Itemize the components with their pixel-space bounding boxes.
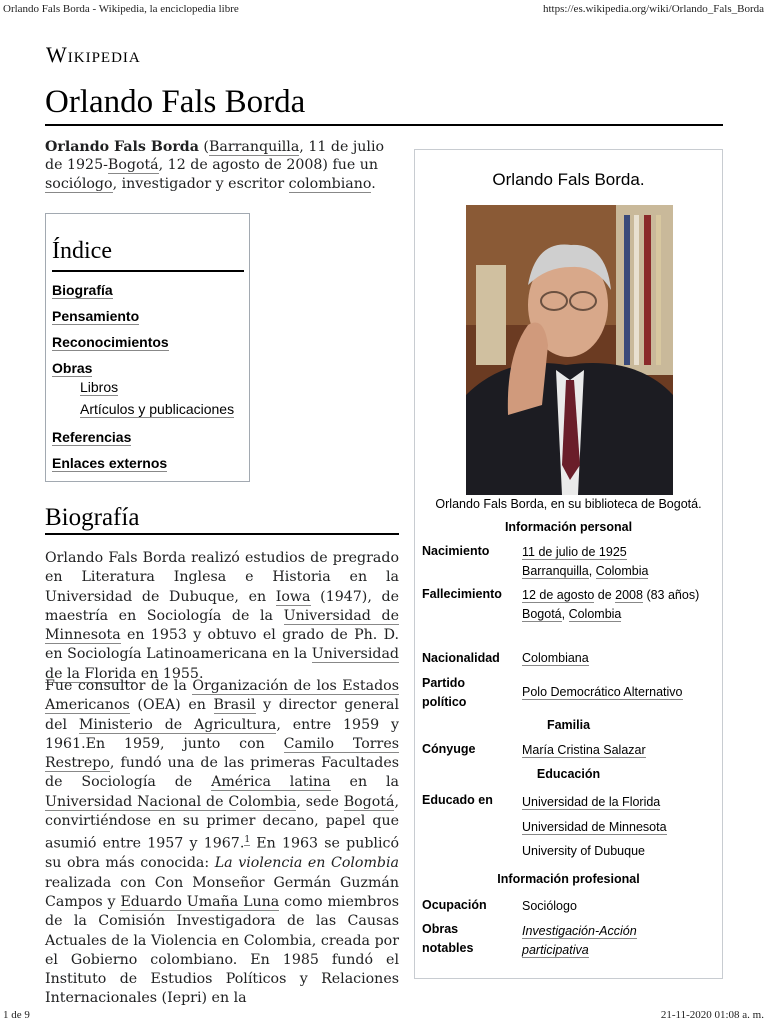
separator: , xyxy=(588,564,596,578)
toc-title: Índice xyxy=(52,238,112,264)
infobox-key-educado: Educado en xyxy=(422,793,493,807)
link-universidad-florida[interactable]: Universidad de la Florida xyxy=(45,646,399,682)
infobox-value-educado-3 xyxy=(522,842,645,861)
link-universidad-florida-ib[interactable]: Universidad de la Florida xyxy=(522,795,661,809)
page-title-header: Orlando Fals Borda - Wikipedia, la enciclopedia libre xyxy=(3,3,239,15)
text: , sede xyxy=(296,793,344,810)
infobox-section-educacion: Educación xyxy=(536,767,601,781)
toc-item-enlaces[interactable]: Enlaces externos xyxy=(52,455,168,471)
infobox-key-fallecimiento: Fallecimiento xyxy=(422,587,502,601)
death-age: (83 años) xyxy=(642,588,700,602)
lead-section xyxy=(45,138,399,193)
infobox-value-obras xyxy=(522,922,652,960)
link-universidad-nacional[interactable]: Universidad Nacional de Colombia xyxy=(45,793,297,810)
link-sociologo[interactable]: sociólogo xyxy=(45,175,113,192)
link-partido[interactable]: Polo Democrático Alternativo xyxy=(522,685,683,699)
infobox-key-obras: Obras notables xyxy=(422,922,474,955)
print-datetime: 21-11-2020 01:08 a. m. xyxy=(660,1009,764,1021)
infobox-section-familia: Familia xyxy=(546,718,591,732)
infobox-value-nacionalidad xyxy=(522,649,589,668)
paragraph-1 xyxy=(45,549,399,684)
toc-item-reconocimientos[interactable]: Reconocimientos xyxy=(52,334,169,350)
lead-text: , investigador y escritor xyxy=(112,175,289,192)
infobox-value-educado-2 xyxy=(522,818,667,837)
article-title: Orlando Fals Borda xyxy=(45,84,306,120)
infobox-key-conyuge: Cónyuge xyxy=(422,742,476,756)
text: , convirtiéndose en su primer decano, papel que asumió entre 1957 y 1967. xyxy=(45,793,399,853)
infobox-key-ocupacion: Ocupación xyxy=(422,898,487,912)
link-death-day[interactable]: 12 de agosto xyxy=(522,588,595,602)
portrait-image[interactable] xyxy=(466,205,673,495)
link-birth-city[interactable]: Barranquilla xyxy=(522,564,589,578)
infobox-section-profesional: Información profesional xyxy=(497,872,640,886)
infobox-value-fallecimiento xyxy=(522,586,717,624)
infobox-value-educado-1 xyxy=(522,793,660,812)
link-camilo-torres[interactable]: Camilo Torres Restrepo xyxy=(45,735,399,772)
portrait-illustration xyxy=(466,205,673,495)
lead-text: . xyxy=(371,175,376,192)
infobox-value-partido xyxy=(522,683,683,702)
infobox-key-partido: Partido político xyxy=(422,676,467,709)
toc-item-referencias[interactable]: Referencias xyxy=(52,429,132,445)
wikipedia-logo[interactable]: Wikipedia xyxy=(46,42,141,67)
book-title: La violencia en Colombia xyxy=(214,855,400,872)
reference-link[interactable]: 1 xyxy=(244,835,251,846)
link-universidad-minnesota[interactable]: Universidad de Minnesota xyxy=(45,607,399,644)
infobox-value-ocupacion: Sociólogo xyxy=(522,899,577,913)
link-death-city[interactable]: Bogotá xyxy=(522,607,562,621)
page-count: 1 de 9 xyxy=(3,1009,30,1021)
lead-text: , 12 de agosto de 2008) fue un xyxy=(158,157,379,174)
text: en la xyxy=(330,774,399,791)
toc-item-biografia[interactable]: Biografía xyxy=(52,282,113,298)
link-nacionalidad[interactable]: Colombiana xyxy=(522,651,589,665)
paragraph-2 xyxy=(45,677,399,1009)
separator: , xyxy=(561,607,569,621)
text: Fue consultor de la xyxy=(45,678,193,694)
link-birth-country[interactable]: Colombia xyxy=(595,564,649,578)
text: en 1955. xyxy=(136,665,204,682)
link-birth-date[interactable]: 11 de julio de 1925 xyxy=(522,545,627,559)
link-barranquilla[interactable]: Barranquilla xyxy=(208,139,300,155)
lead-text: ( xyxy=(198,139,209,155)
infobox-key-nacionalidad: Nacionalidad xyxy=(422,651,500,665)
link-america-latina[interactable]: América latina xyxy=(211,774,331,791)
text-university-dubuque: University of Dubuque xyxy=(522,844,645,858)
text: de xyxy=(594,588,616,602)
link-eduardo-umana[interactable]: Eduardo Umaña Luna xyxy=(120,894,280,910)
title-divider xyxy=(45,124,723,126)
link-conyuge[interactable]: María Cristina Salazar xyxy=(522,743,646,757)
link-investigacion-accion[interactable]: Investigación-Acción participativa xyxy=(522,924,637,957)
text: (OEA) en xyxy=(129,697,214,714)
link-death-year[interactable]: 2008 xyxy=(615,588,643,602)
toc-item-obras[interactable]: Obras xyxy=(52,360,93,376)
text: como miembros de la Comisión Investigadora de las Causas Actuales de la Violencia en Colombia, creada por el Gobierno colombiano. En 1985 fundó el Instituto de Estudios Políticos y Relaciones Internacionales (Iepri) en la xyxy=(45,894,399,1007)
infobox xyxy=(414,149,723,979)
table-of-contents xyxy=(45,213,250,482)
toc-item-articulos[interactable]: Artículos y publicaciones xyxy=(80,401,235,417)
infobox-title: Orlando Fals Borda. xyxy=(492,170,645,189)
infobox-value-nacimiento xyxy=(522,543,648,581)
infobox-section-personal: Información personal xyxy=(504,520,633,534)
link-universidad-minnesota-ib[interactable]: Universidad de Minnesota xyxy=(522,820,667,834)
toc-divider xyxy=(52,270,244,272)
lead-text: , 11 de julio de 1925- xyxy=(45,139,385,174)
infobox-key-nacimiento: Nacimiento xyxy=(422,544,490,558)
portrait-caption: Orlando Fals Borda, en su biblioteca de Bogotá. xyxy=(435,497,702,511)
infobox-value-conyuge xyxy=(522,741,646,760)
link-brasil[interactable]: Brasil xyxy=(213,697,256,714)
page-url[interactable]: https://es.wikipedia.org/wiki/Orlando_Fals_Borda xyxy=(543,3,764,15)
link-iowa[interactable]: Iowa xyxy=(275,588,311,605)
link-bogota-sede[interactable]: Bogotá xyxy=(343,793,395,810)
text: realizada con Con Monseñor Germán Guzmán Campos y xyxy=(45,874,399,910)
lead-name: Orlando Fals Borda xyxy=(45,139,199,155)
print-header xyxy=(0,0,768,20)
text: , entre 1959 y 1961.En 1959, junto con xyxy=(45,716,399,752)
lead-paragraph xyxy=(45,138,399,193)
text: , fundó una de las primeras Facultades de Sociología de xyxy=(45,755,399,791)
link-oea[interactable]: Organización de los Estados Americanos xyxy=(45,678,399,714)
section-divider xyxy=(45,533,399,535)
link-colombiano[interactable]: colombiano xyxy=(288,175,372,192)
link-ministerio-agricultura[interactable]: Ministerio de Agricultura xyxy=(78,716,277,733)
toc-item-libros[interactable]: Libros xyxy=(80,379,119,395)
toc-item-pensamiento[interactable]: Pensamiento xyxy=(52,308,140,324)
text: en 1953 y obtuvo el grado de Ph. D. en Sociología Latinoamericana en la xyxy=(45,627,399,663)
text: (1947), de maestría en Sociología de la xyxy=(45,588,399,624)
text: En 1963 se publicó su obra más conocida: xyxy=(45,836,399,872)
section-heading-biografia: Biografía xyxy=(45,504,140,531)
text: y director general del xyxy=(45,697,399,733)
link-death-country[interactable]: Colombia xyxy=(568,607,622,621)
link-bogota[interactable]: Bogotá xyxy=(107,157,159,174)
text: Orlando Fals Borda realizó estudios de pregrado en Literatura Inglesa e Historia en la Universidad de Dubuque, en xyxy=(45,550,399,605)
